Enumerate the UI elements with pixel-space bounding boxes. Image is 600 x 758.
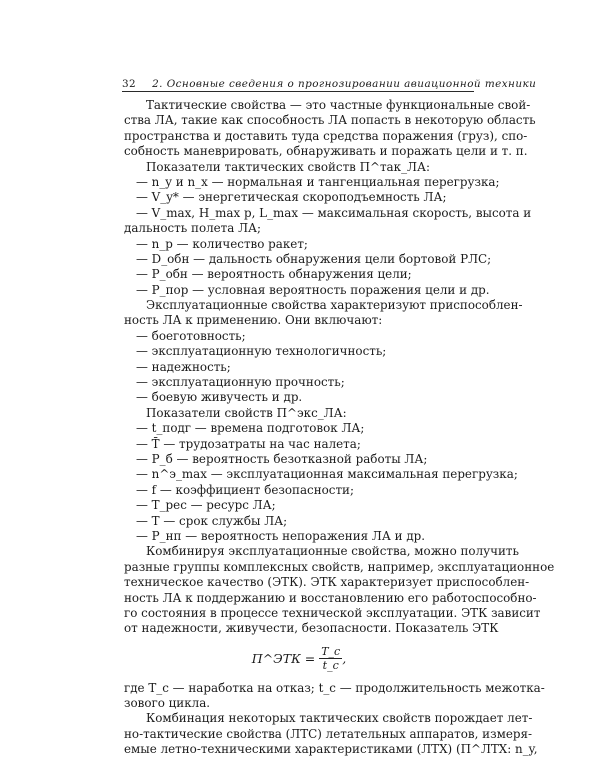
text-line: техническое качество (ЭТК). ЭТК характеризует приспособлен- [124,575,530,590]
etk-formula [124,637,474,681]
text-line: но-тактические свойства (ЛТС) летательных аппаратов, измеря- [124,726,533,741]
text-line: разные группы комплексных свойств, например, эксплуатационное [124,559,555,574]
list-item: — боеготовность; [136,328,246,343]
list-item: — надежность; [136,359,231,374]
formula-trailing: , [342,651,347,667]
text-line: Показатели свойств П^экс_ЛА: [146,405,347,420]
formula-lhs: П^ЭТК = [251,651,316,667]
formula-denominator: t_c [322,659,339,673]
list-item: — n_p — количество ракет; [136,236,308,251]
text-line: Показатели тактических свойств П^так_ЛА: [146,159,430,174]
list-item: — T̄ — трудозатраты на час налета; [136,436,361,451]
list-item: — V_max, H_max p, L_max — максимальная скорость, высота и [136,205,532,220]
list-item: — эксплуатационную прочность; [136,375,345,390]
text-line: ства ЛА, такие как способность ЛА попасть в некоторую область [124,113,536,128]
list-item: — P_пор — условная вероятность поражения цели и др. [136,282,490,297]
list-item: — P_нп — вероятность непоражения ЛА и др. [136,528,426,543]
text-line: емые летно-техническими характеристиками (ЛТХ) (П^ЛТХ: n_y, [124,742,538,757]
text-line: дальность полета ЛА; [124,221,262,236]
text-line: пространства и доставить туда средства поражения (груз), спо- [124,128,528,143]
text-line: где T_c — наработка на отказ; t_c — продолжительность межотка- [124,680,545,695]
list-item: — боевую живучесть и др. [136,390,303,405]
formula-fraction [319,645,342,672]
text-line: ность ЛА к поддержанию и восстановлению его работоспособно- [124,590,537,605]
list-item: — V_y* — энергетическая скороподъемность ЛА; [136,190,447,205]
list-item: — P_б — вероятность безотказной работы ЛА; [136,451,428,466]
list-item: — n^э_max — эксплуатационная максимальная перегрузка; [136,467,518,482]
list-item: — t_подг — времена подготовок ЛА; [136,421,365,436]
list-item: — P_обн — вероятность обнаружения цели; [136,267,412,282]
text-line: от надежности, живучести, безопасности. Показатель ЭТК [124,621,499,636]
text-line: Тактические свойства — это частные функциональные свой- [146,98,531,112]
list-item: — n_y и n_x — нормальная и тангенциальная перегрузка; [136,174,500,189]
list-item: — D_обн — дальность обнаружения цели бортовой РЛС; [136,251,492,266]
text-line: ность ЛА к применению. Они включают: [124,313,383,328]
list-item: — T_рес — ресурс ЛА; [136,498,276,513]
list-item: — эксплуатационную технологичность; [136,344,387,359]
text-line: го состояния в процессе технической эксплуатации. ЭТК зависит [124,605,541,620]
text-line: Комбинируя эксплуатационные свойства, можно получить [146,544,519,559]
running-header [122,78,537,92]
running-title: 2. Основные сведения о прогнозировании авиационной техники [152,78,537,90]
text-line: Эксплуатационные свойства характеризуют приспособлен- [146,298,523,313]
page-number: 32 [122,78,137,90]
text-line: собность маневрировать, обнаруживать и поражать цели и т. п. [124,144,528,159]
text-line: зового цикла. [124,696,211,711]
list-item: — f — коэффициент безопасности; [136,482,354,497]
list-item: — T — срок службы ЛА; [136,513,288,528]
formula-numerator: T_c [321,645,341,659]
text-line: Комбинация некоторых тактических свойств порождает лет- [146,711,533,726]
body-text [124,98,555,758]
